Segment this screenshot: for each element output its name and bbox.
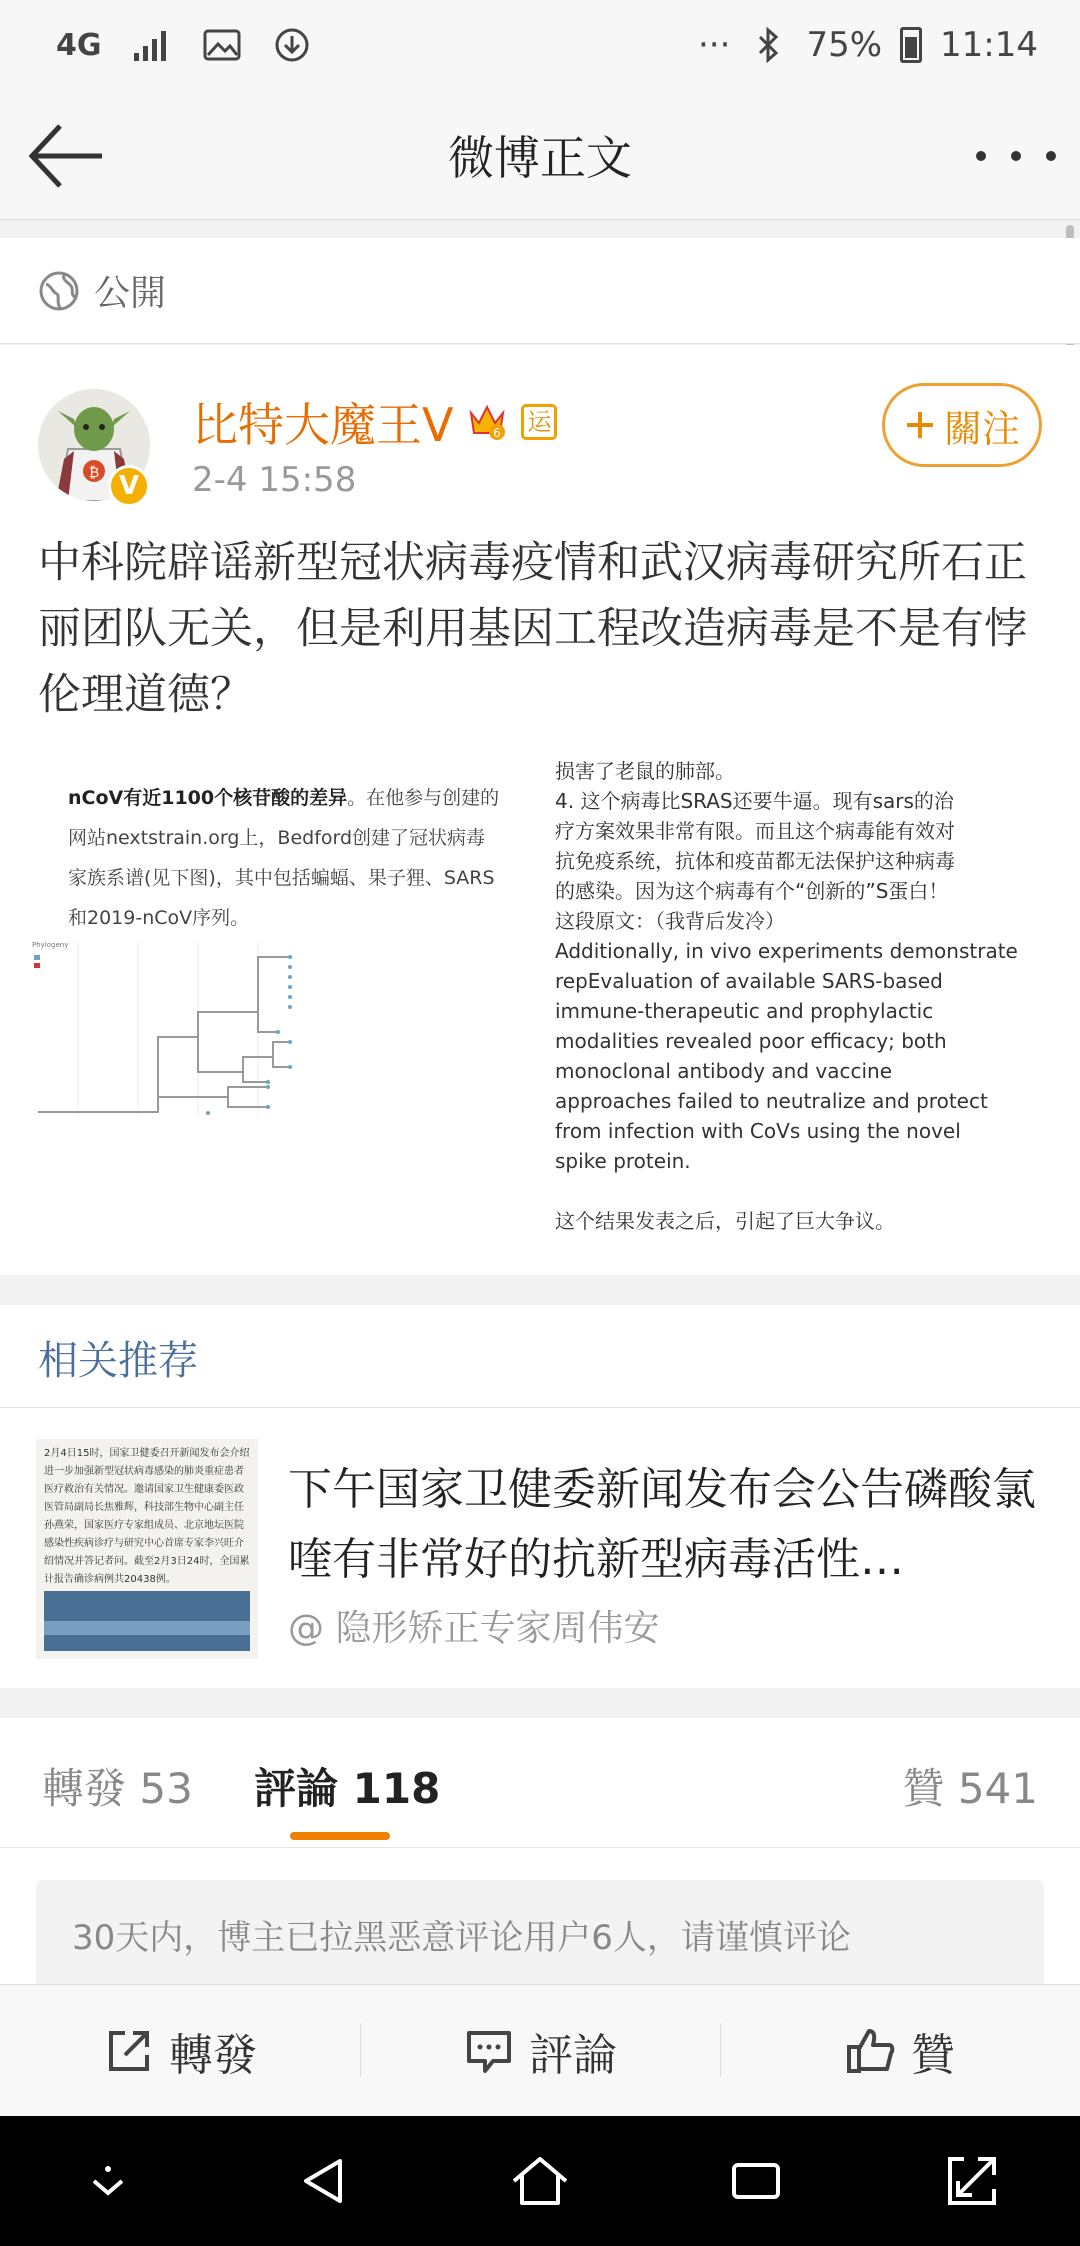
image-text-line: 的感染。因为这个病毒有个“创新的”S蛋白！ <box>555 879 949 903</box>
android-navigation-bar <box>0 2116 1080 2246</box>
article-paragraph <box>38 750 508 938</box>
image-text-line: immune-therapeutic and prophylactic <box>555 999 934 1023</box>
image-text-line: modalities revealed poor efficacy; both <box>555 1029 947 1053</box>
battery-percent: 75% <box>806 25 883 65</box>
nav-back-button[interactable] <box>274 2141 374 2221</box>
article-text: 。在他参与创建的网站nextstrain.org上，Bedford创建了冠状病毒家族系谱(见下图)，其中包括蝙蝠、果子狸、SARS和2019-nCoV序列。 <box>68 787 500 929</box>
page-title: 微博正文 <box>448 130 632 185</box>
visibility-label: 公開 <box>94 273 167 314</box>
tab-reposts[interactable]: 轉發 53 <box>42 1764 193 1813</box>
svg-text:Phylogeny: Phylogeny <box>32 941 69 949</box>
repost-label: 轉發 <box>169 2029 257 2081</box>
weibo-post <box>0 345 1080 1275</box>
chevron-down-icon <box>86 2159 130 2203</box>
comment-notice-area <box>0 1848 1080 1984</box>
download-icon <box>272 27 312 63</box>
tab-comments[interactable]: 評論 118 <box>254 1764 441 1813</box>
top-navigation-bar <box>0 90 1080 220</box>
network-type: 4G <box>56 27 102 63</box>
phylogeny-tree-image <box>28 937 348 1122</box>
follow-label: 關注 <box>943 406 1020 451</box>
article-bold-text: nCoV有近1100个核苷酸的差异 <box>68 787 348 809</box>
thumbnail-text: 2月4日15时，国家卫健委召开新闻发布会介绍进一步加强新型冠状病毒感染的肺炎重症患者医疗救治有关情况。邀请国家卫生健康委医政医管局副局长焦雅辉，科技部生物中心副主任孙燕荣，国家医疗专家组成员、北京地坛医院感染性疾病诊疗与研究中心首席专家李兴旺介绍情况并答记者问。截至2月3日24时，全国累计报告确诊病例共20438例。 <box>44 1448 250 1585</box>
image-text-line: repEvaluation of available SARS-based <box>555 969 943 993</box>
username-row <box>192 389 557 455</box>
divider <box>0 1407 1080 1408</box>
image-text-line: Additionally, in vivo experiments demonstrate <box>555 939 1018 963</box>
post-text: 中科院辟谣新型冠状病毒疫情和武汉病毒研究所石正丽团队无关，但是利用基因工程改造病毒是不是有悖伦理道德？ <box>38 538 1027 720</box>
expand-icon <box>944 2153 1000 2209</box>
active-tab-indicator <box>290 1832 390 1840</box>
thumbs-up-icon <box>845 2025 897 2077</box>
post-time: 2-4 15:58 <box>192 460 357 500</box>
nav-recents-button[interactable] <box>706 2141 806 2221</box>
repost-button[interactable] <box>0 1985 360 2116</box>
image-text-line: approaches failed to neutralize and protect <box>555 1089 988 1113</box>
comment-label: 評論 <box>529 2029 617 2081</box>
status-bar <box>0 0 1080 90</box>
battery-icon <box>900 27 922 63</box>
image-text-line: 这个结果发表之后，引起了巨大争议。 <box>555 1209 895 1233</box>
comment-button[interactable] <box>360 1985 720 2116</box>
more-notifications: ··· <box>698 25 731 65</box>
plus-icon <box>904 409 936 441</box>
image-text-block <box>555 750 1035 1236</box>
image-text-line: 4. 这个病毒比SRAS还要牛逼。现有sars的治 <box>555 789 954 813</box>
bottom-action-bar <box>0 1984 1080 2116</box>
more-dot-icon <box>1046 151 1056 161</box>
username[interactable]: 比特大魔王V <box>192 398 454 452</box>
press-conference-photo <box>44 1591 250 1651</box>
like-label: 贊 <box>911 2029 955 2081</box>
home-icon <box>508 2153 572 2209</box>
svg-text:6: 6 <box>493 426 502 440</box>
follow-button[interactable] <box>882 383 1042 467</box>
related-author[interactable]: @ 隐形矫正专家周伟安 <box>288 1608 660 1649</box>
nav-home-button[interactable] <box>490 2141 590 2221</box>
image-text-line: 疗方案效果非常有限。而且这个病毒能有效对 <box>555 819 955 843</box>
comment-icon <box>463 2025 515 2077</box>
photo-banner <box>44 1621 250 1635</box>
related-recommendations <box>0 1305 1080 1688</box>
crown-level-icon <box>467 403 507 441</box>
nav-hide-button[interactable] <box>58 2141 158 2221</box>
svg-text:₿: ₿ <box>88 465 100 481</box>
back-triangle-icon <box>296 2153 352 2209</box>
image-text-line <box>555 1176 1035 1206</box>
image-text-line: 损害了老鼠的肺部。 <box>555 759 735 783</box>
comment-notice: 30天内，博主已拉黑恶意评论用户6人，请谨慎评论 <box>36 1880 1044 2000</box>
nav-expand-button[interactable] <box>922 2141 1022 2221</box>
image-text-line: monoclonal antibody and vaccine <box>555 1059 893 1083</box>
clock: 11:14 <box>940 25 1038 65</box>
visibility-row <box>0 238 1080 344</box>
recent-apps-icon <box>728 2153 784 2209</box>
signal-icon <box>132 27 172 63</box>
related-title[interactable]: 下午国家卫健委新闻发布会公告磷酸氯喹有非常好的抗新型病毒活性… <box>288 1464 1036 1585</box>
like-button[interactable] <box>720 1985 1080 2116</box>
image-text-line: 这段原文：（我背后发冷） <box>555 909 785 933</box>
tab-likes[interactable]: 贊 541 <box>902 1764 1038 1813</box>
back-arrow-icon[interactable] <box>26 118 106 194</box>
image-text-line: from infection with CoVs using the novel <box>555 1119 961 1143</box>
verified-badge-icon: V <box>108 465 150 507</box>
more-options-button[interactable] <box>976 128 1056 184</box>
related-thumbnail[interactable] <box>36 1439 258 1659</box>
image-text-line: spike protein. <box>555 1149 691 1173</box>
related-heading: 相关推荐 <box>38 1338 198 1384</box>
interaction-tabs <box>0 1718 1080 1848</box>
share-icon <box>103 2025 155 2077</box>
more-dot-icon <box>1011 151 1021 161</box>
bluetooth-icon <box>748 27 788 63</box>
image-text-line: 抗免疫系统，抗体和疫苗都无法保护这种病毒 <box>555 849 955 873</box>
post-image-text[interactable] <box>555 750 1035 1250</box>
more-dot-icon <box>976 151 986 161</box>
image-icon <box>202 27 242 63</box>
globe-icon <box>38 270 80 312</box>
yun-badge-icon: 运 <box>521 404 557 440</box>
